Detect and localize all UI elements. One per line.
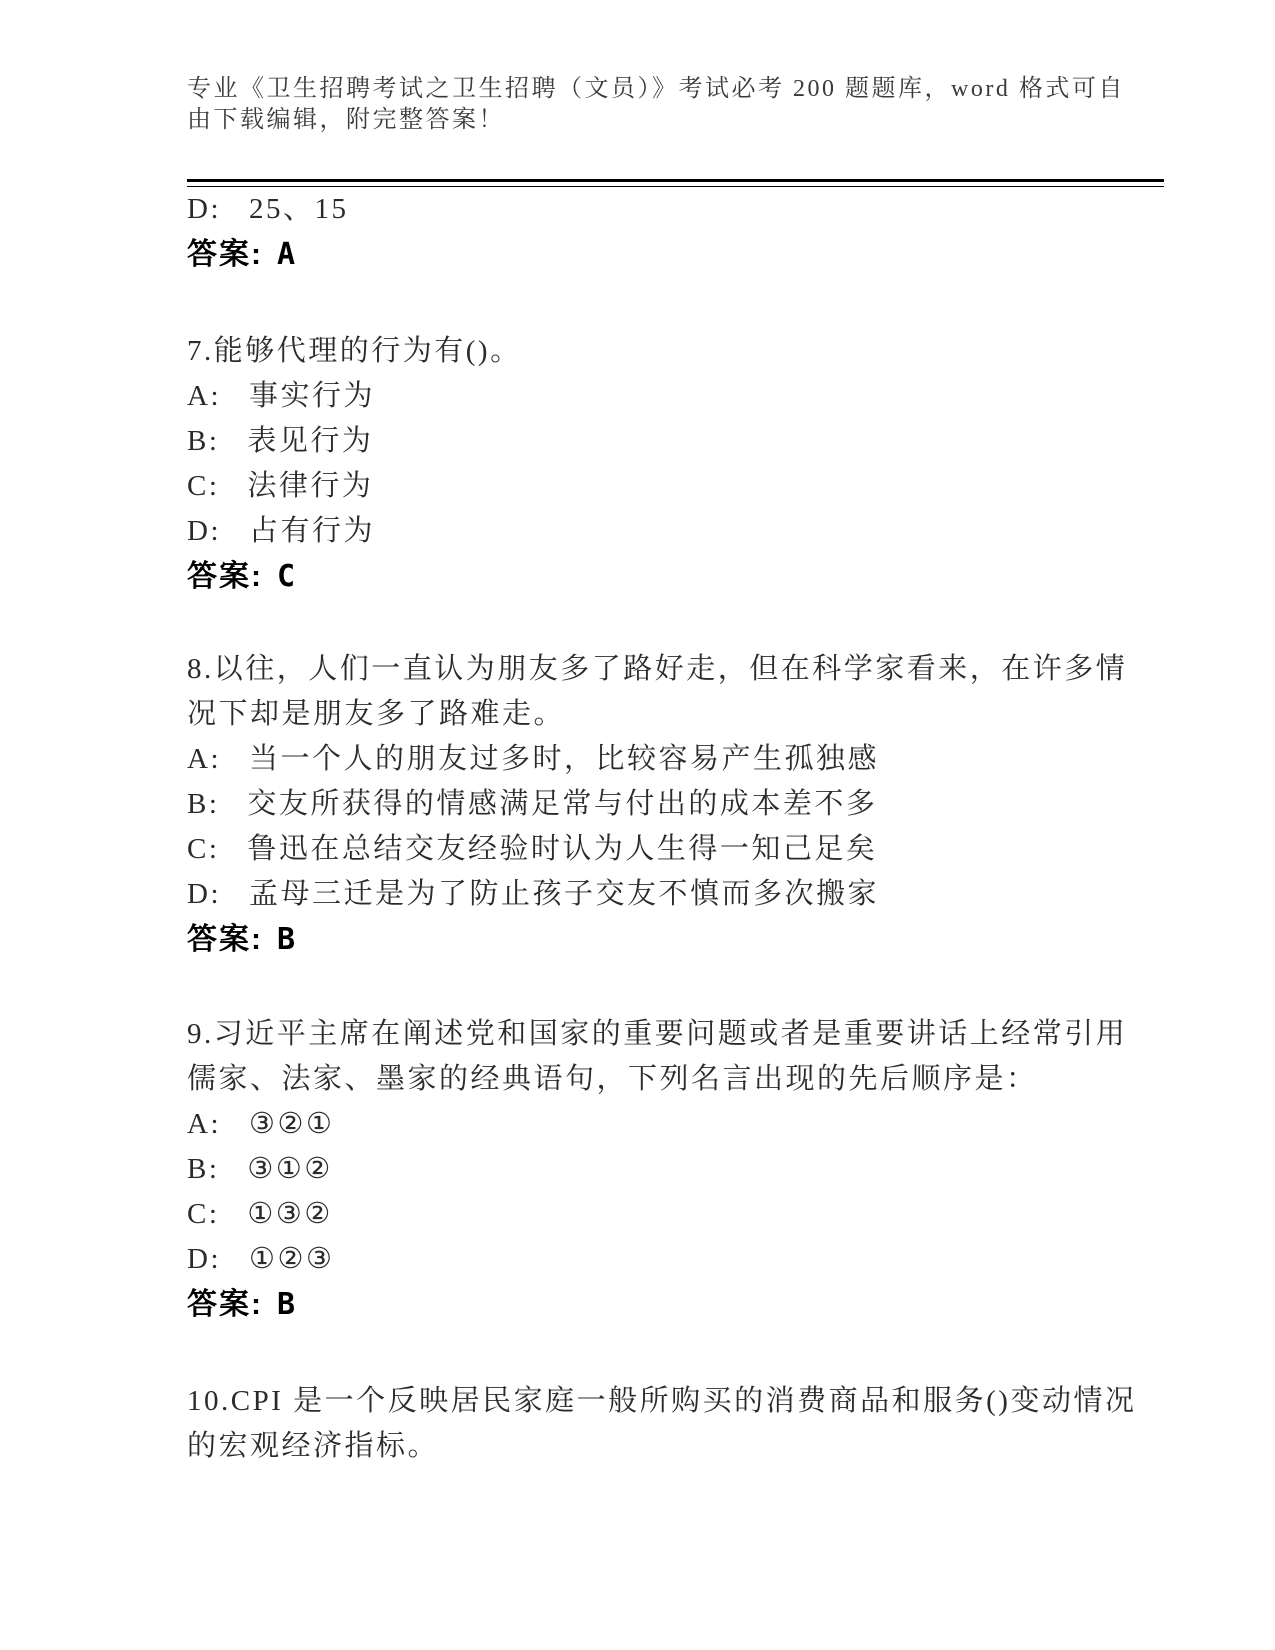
option-label: D: [187, 515, 221, 547]
option-label: C: [187, 833, 220, 865]
option-row [187, 1102, 1164, 1147]
option-row [187, 464, 1164, 509]
option-row [187, 1192, 1164, 1237]
question-stem-line-1: 9.习近平主席在阐述党和国家的重要问题或者是重要讲话上经常引用 [187, 1018, 1128, 1050]
option-text: 占有行为 [249, 515, 376, 547]
question-block-9 [187, 1012, 1164, 1327]
option-label: A: [187, 380, 221, 412]
option-label: A: [187, 1108, 221, 1140]
option-row [187, 374, 1164, 419]
option-text: 当一个人的朋友过多时，比较容易产生孤独感 [249, 743, 880, 775]
question-block-6-tail [187, 187, 1164, 277]
option-row [187, 827, 1164, 872]
option-label: B: [187, 1153, 220, 1185]
answer-letter: C [277, 559, 298, 594]
header-divider-rule [187, 179, 1164, 187]
option-text: ①③② [247, 1198, 333, 1230]
question-stem: 7.能够代理的行为有()。 [187, 335, 522, 367]
option-row [187, 1147, 1164, 1192]
question-stem-line-2: 的宏观经济指标。 [187, 1430, 440, 1462]
option-text: 表见行为 [247, 425, 374, 457]
answer-prefix: 答案: [187, 923, 263, 956]
option-text: ①②③ [249, 1243, 335, 1275]
option-row [187, 1237, 1164, 1282]
option-text: 事实行为 [249, 380, 376, 412]
question-block-8 [187, 647, 1164, 962]
option-text: 25、15 [249, 193, 349, 225]
document-header [187, 74, 1164, 136]
header-title-line-1: 专业《卫生招聘考试之卫生招聘（文员）》考试必考 200 题题库，word 格式可自 [187, 76, 1125, 102]
question-stem-line-2: 儒家、法家、墨家的经典语句，下列名言出现的先后顺序是： [187, 1063, 1038, 1095]
option-text: 孟母三迁是为了防止孩子交友不慎而多次搬家 [249, 878, 880, 910]
option-text: 法律行为 [247, 470, 374, 502]
option-label: A: [187, 743, 221, 775]
option-row [187, 419, 1164, 464]
question-stem-line-1: 8.以往，人们一直认为朋友多了路好走，但在科学家看来，在许多情 [187, 653, 1128, 685]
option-row [187, 187, 1164, 232]
option-label: D: [187, 878, 221, 910]
answer-letter: B [277, 1287, 298, 1322]
option-label: C: [187, 1198, 220, 1230]
question-stem-line-2: 况下却是朋友多了路难走。 [187, 698, 566, 730]
answer-row [187, 232, 1164, 277]
option-label: C: [187, 470, 220, 502]
option-row [187, 872, 1164, 917]
option-text: ③①② [247, 1153, 333, 1185]
option-row [187, 509, 1164, 554]
option-text: 鲁迅在总结交友经验时认为人生得一知己足矣 [247, 833, 878, 865]
option-label: D: [187, 193, 221, 225]
question-block-10 [187, 1379, 1164, 1469]
answer-prefix: 答案: [187, 238, 263, 271]
option-row [187, 782, 1164, 827]
option-text: ③②① [249, 1108, 335, 1140]
answer-row [187, 1282, 1164, 1327]
option-text: 交友所获得的情感满足常与付出的成本差不多 [247, 788, 878, 820]
header-title-line-2: 由下载编辑，附完整答案！ [187, 107, 505, 133]
question-block-7 [187, 329, 1164, 599]
answer-letter: A [277, 237, 298, 272]
text-column [187, 0, 1164, 1469]
answer-row [187, 917, 1164, 962]
answer-prefix: 答案: [187, 1288, 263, 1321]
answer-prefix: 答案: [187, 560, 263, 593]
answer-letter: B [277, 922, 298, 957]
option-label: B: [187, 788, 220, 820]
option-label: B: [187, 425, 220, 457]
question-stem-line-1: 10.CPI 是一个反映居民家庭一般所购买的消费商品和服务()变动情况 [187, 1385, 1137, 1417]
answer-row [187, 554, 1164, 599]
option-row [187, 737, 1164, 782]
option-label: D: [187, 1243, 221, 1275]
